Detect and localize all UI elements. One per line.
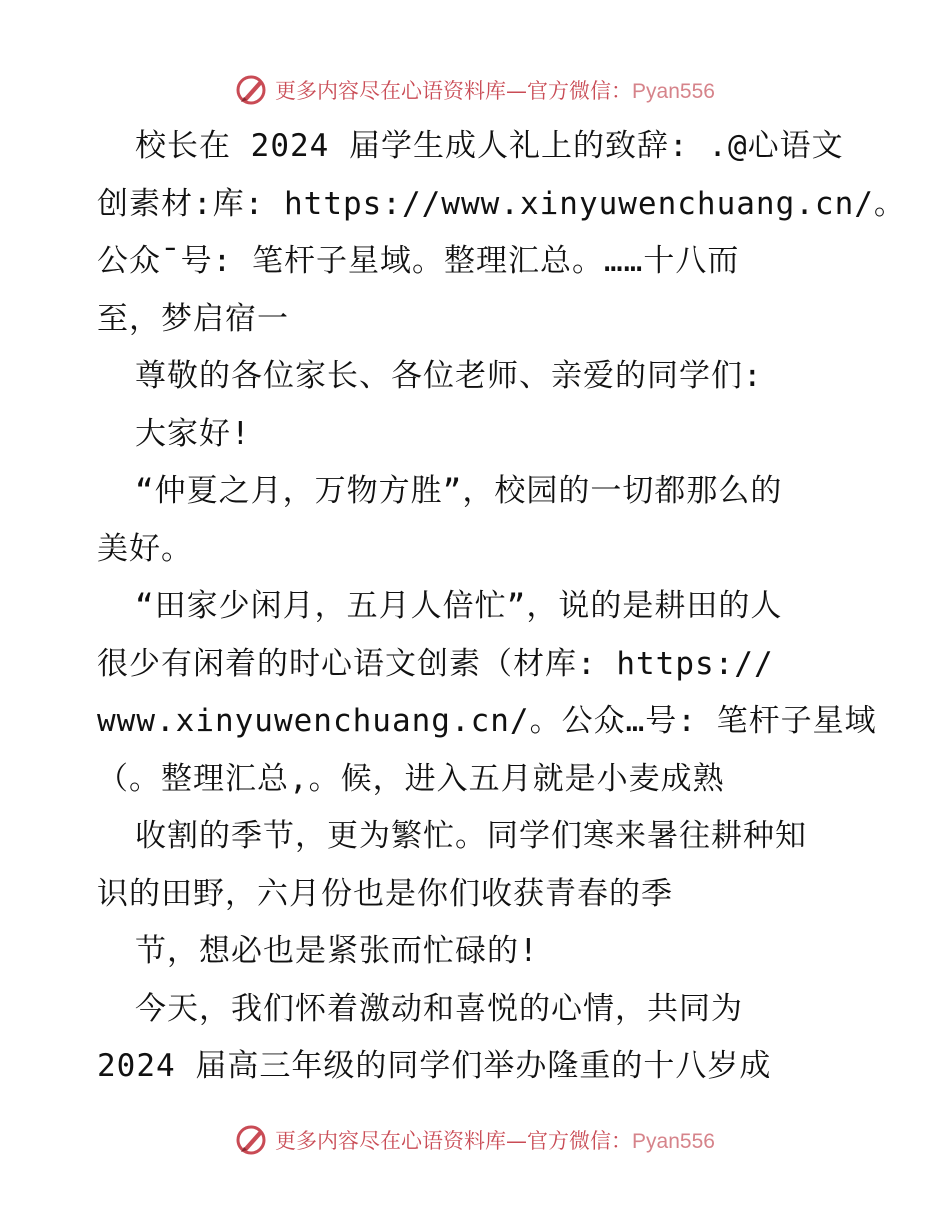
document-body (97, 118, 906, 1096)
footer-watermark (0, 1120, 950, 1160)
text-line: www.xinyuwenchuang.cn/。公众…号: 笔杆子星域 (97, 703, 877, 739)
text-line: 收割的季节，更为繁忙。同学们寒来暑往耕种知 (135, 818, 807, 854)
text-line: 大家好! (135, 415, 251, 452)
brush-logo-icon (235, 74, 267, 106)
text-line: 2024 届高三年级的同学们举办隆重的十八岁成 (97, 1048, 772, 1084)
text-line: 创素材:库: https://www.xinyuwenchuang.cn/。 (97, 185, 906, 222)
text-line: 识的田野，六月份也是你们收获青春的季 (97, 875, 673, 912)
text-line: “田家少闲月，五月人倍忙”，说的是耕田的人 (135, 588, 783, 624)
text-line: 校长在 2024 届学生成人礼上的致辞: .@心语文 (135, 128, 844, 164)
text-line: 公众¯号: 笔杆子星域。整理汇总。……十八而 (97, 243, 740, 279)
text-line: 节，想必也是紧张而忙碌的! (135, 933, 539, 969)
text-line: “仲夏之月，万物方胜”，校园的一切都那么的 (135, 473, 783, 509)
header-watermark (0, 70, 950, 110)
brush-logo-icon (235, 1124, 267, 1156)
text-line: 至，梦启宿一 (97, 300, 289, 337)
text-line: 尊敬的各位家长、各位老师、亲爱的同学们: (135, 358, 763, 394)
text-line: 今天，我们怀着激动和喜悦的心情，共同为 (135, 990, 743, 1027)
text-line: 美好。 (97, 530, 193, 567)
footer-watermark-text: 更多内容尽在心语资料库—官方微信：Pyan556 (275, 1129, 715, 1153)
header-watermark-text: 更多内容尽在心语资料库—官方微信：Pyan556 (275, 79, 715, 103)
text-line: 很少有闲着的时心语文创素（材库: https:// (97, 645, 774, 682)
text-line: （。整理汇总,。候，进入五月就是小麦成熟 (97, 760, 725, 797)
